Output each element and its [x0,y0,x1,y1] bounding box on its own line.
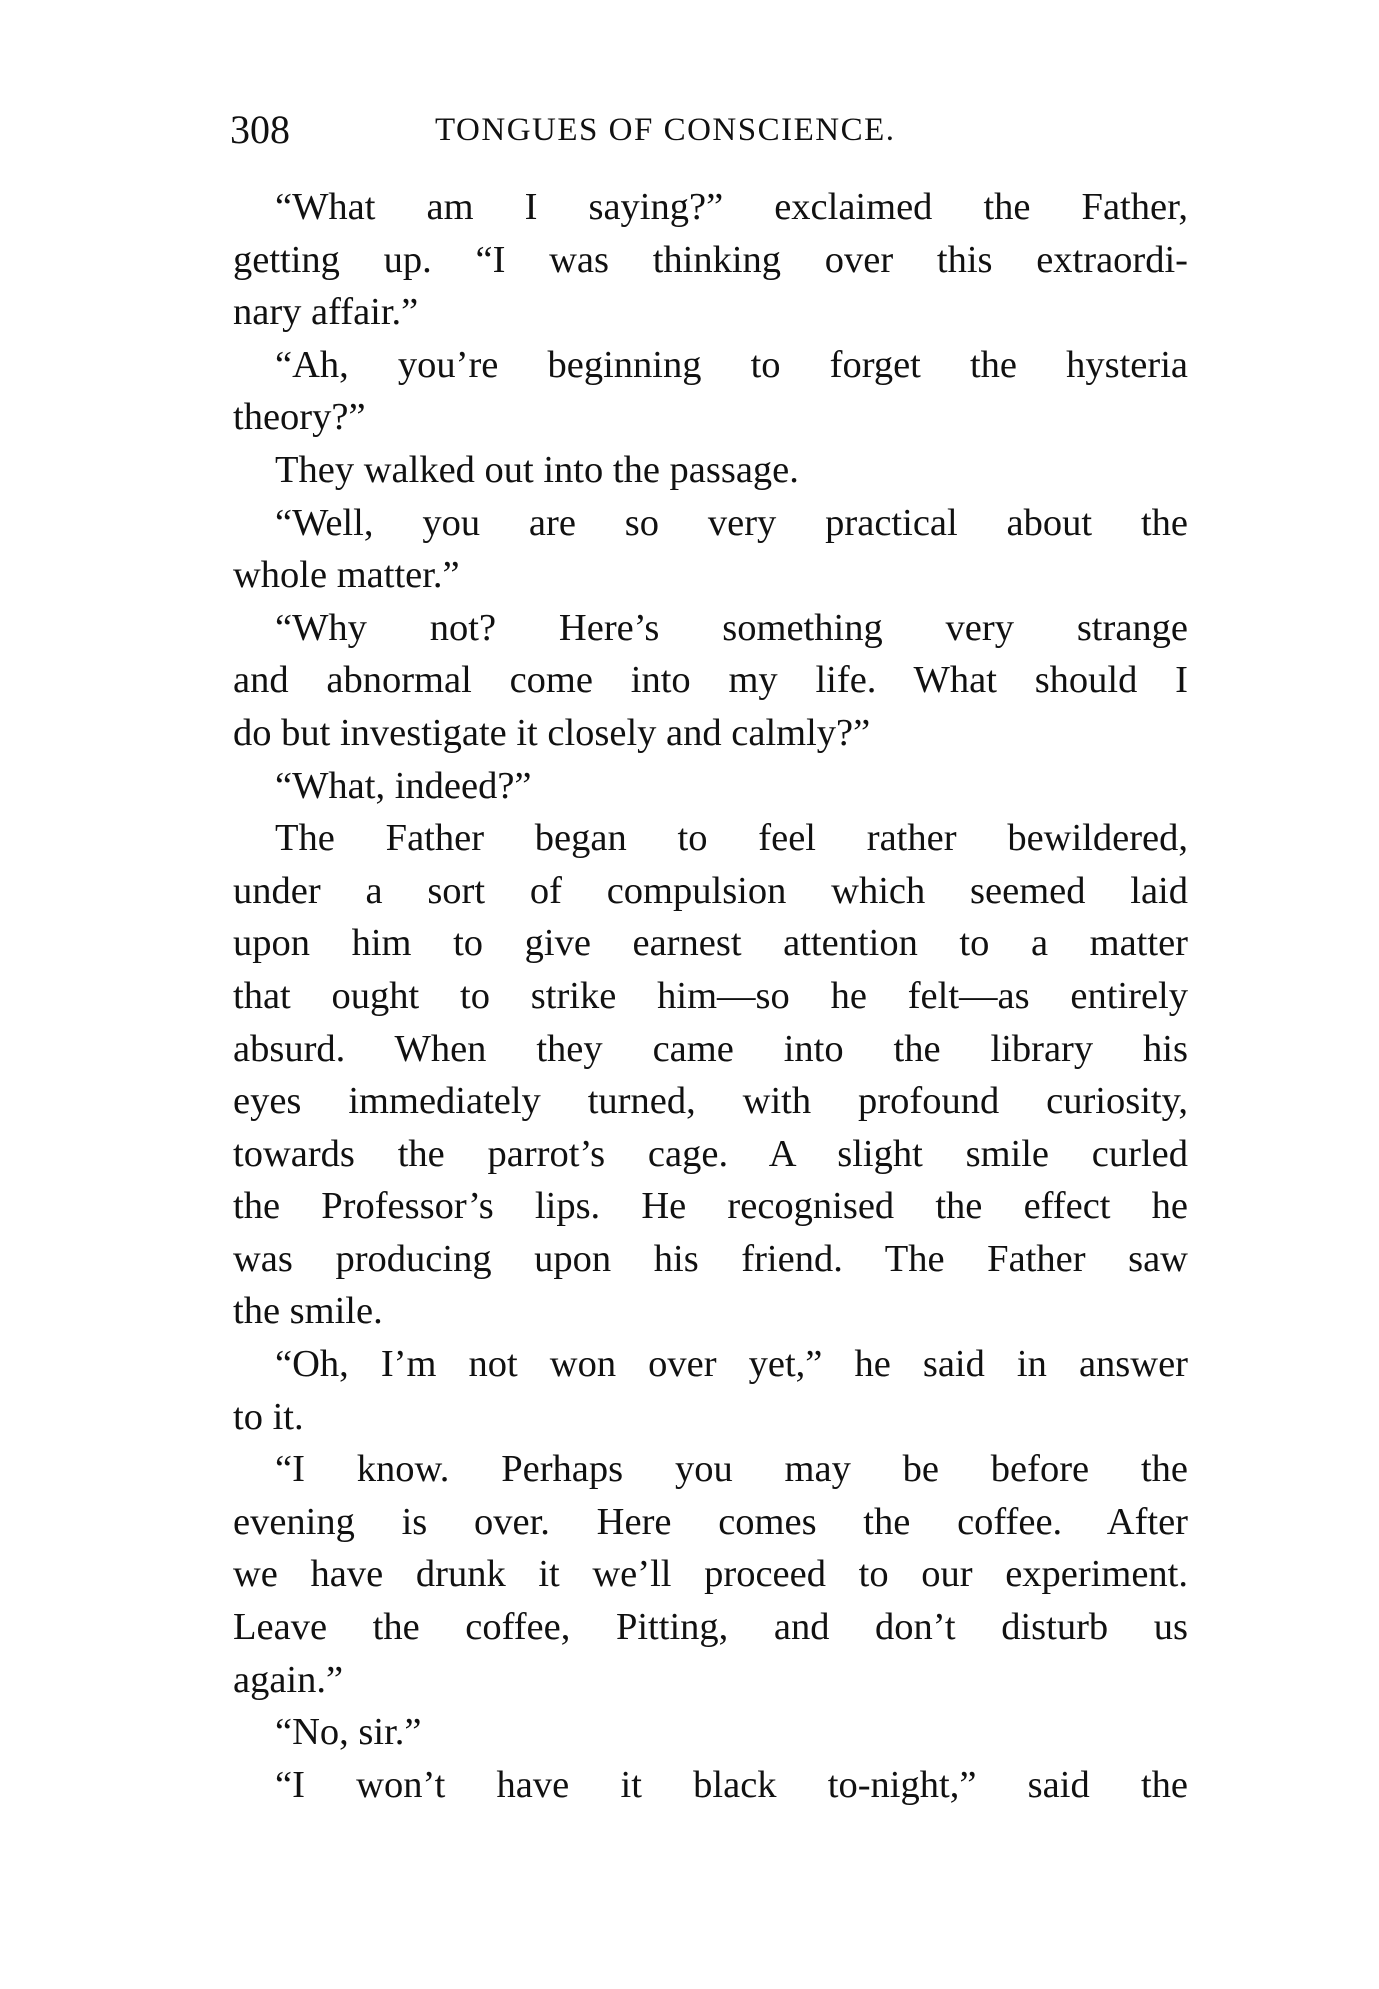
text-line: again.” [233,1658,344,1701]
text-line: and abnormal come into my life. What should I [233,659,1188,702]
text-line: “I won’t have it black to-night,” said the [275,1763,1188,1806]
text-line: we have drunk it we’ll proceed to our experiment. [233,1553,1188,1596]
text-line: the smile. [233,1290,383,1333]
text-line: theory?” [233,396,366,439]
text-line: do but investigate it closely and calmly?” [233,711,871,754]
text-line: under a sort of compulsion which seemed laid [233,869,1188,912]
text-line: towards the parrot’s cage. A slight smile curled [233,1132,1188,1175]
text-line: They walked out into the passage. [275,448,799,491]
text-line: evening is over. Here comes the coffee. After [233,1500,1188,1543]
running-title: TONGUES OF CONSCIENCE. [435,112,896,148]
body-text [233,181,1188,1811]
text-line: “Why not? Here’s something very strange [275,606,1188,649]
text-line: that ought to strike him—so he felt—as entirely [233,974,1188,1017]
page-number: 308 [230,107,290,152]
text-line: absurd. When they came into the library his [233,1027,1188,1070]
text-line: whole matter.” [233,554,460,597]
text-line: “Oh, I’m not won over yet,” he said in answer [275,1343,1188,1386]
text-line: “No, sir.” [275,1711,422,1754]
text-line: “I know. Perhaps you may be before the [275,1448,1188,1491]
text-line: was producing upon his friend. The Father saw [233,1237,1188,1280]
text-line: to it. [233,1395,304,1438]
page-header [230,100,1190,160]
text-line: eyes immediately turned, with profound curiosity, [233,1080,1188,1123]
text-line: “What, indeed?” [275,764,532,807]
text-line: upon him to give earnest attention to a matter [233,922,1188,965]
text-line: getting up. “I was thinking over this extraordi- [233,238,1188,281]
text-line: Leave the coffee, Pitting, and don’t disturb us [233,1606,1188,1649]
text-line: “What am I saying?” exclaimed the Father, [275,186,1188,228]
text-line: “Well, you are so very practical about the [275,501,1188,544]
text-line: The Father began to feel rather bewildered, [275,817,1188,860]
text-line: nary affair.” [233,291,419,334]
text-line: “Ah, you’re beginning to forget the hysteria [275,343,1188,386]
text-line: the Professor’s lips. He recognised the effect he [233,1185,1188,1228]
